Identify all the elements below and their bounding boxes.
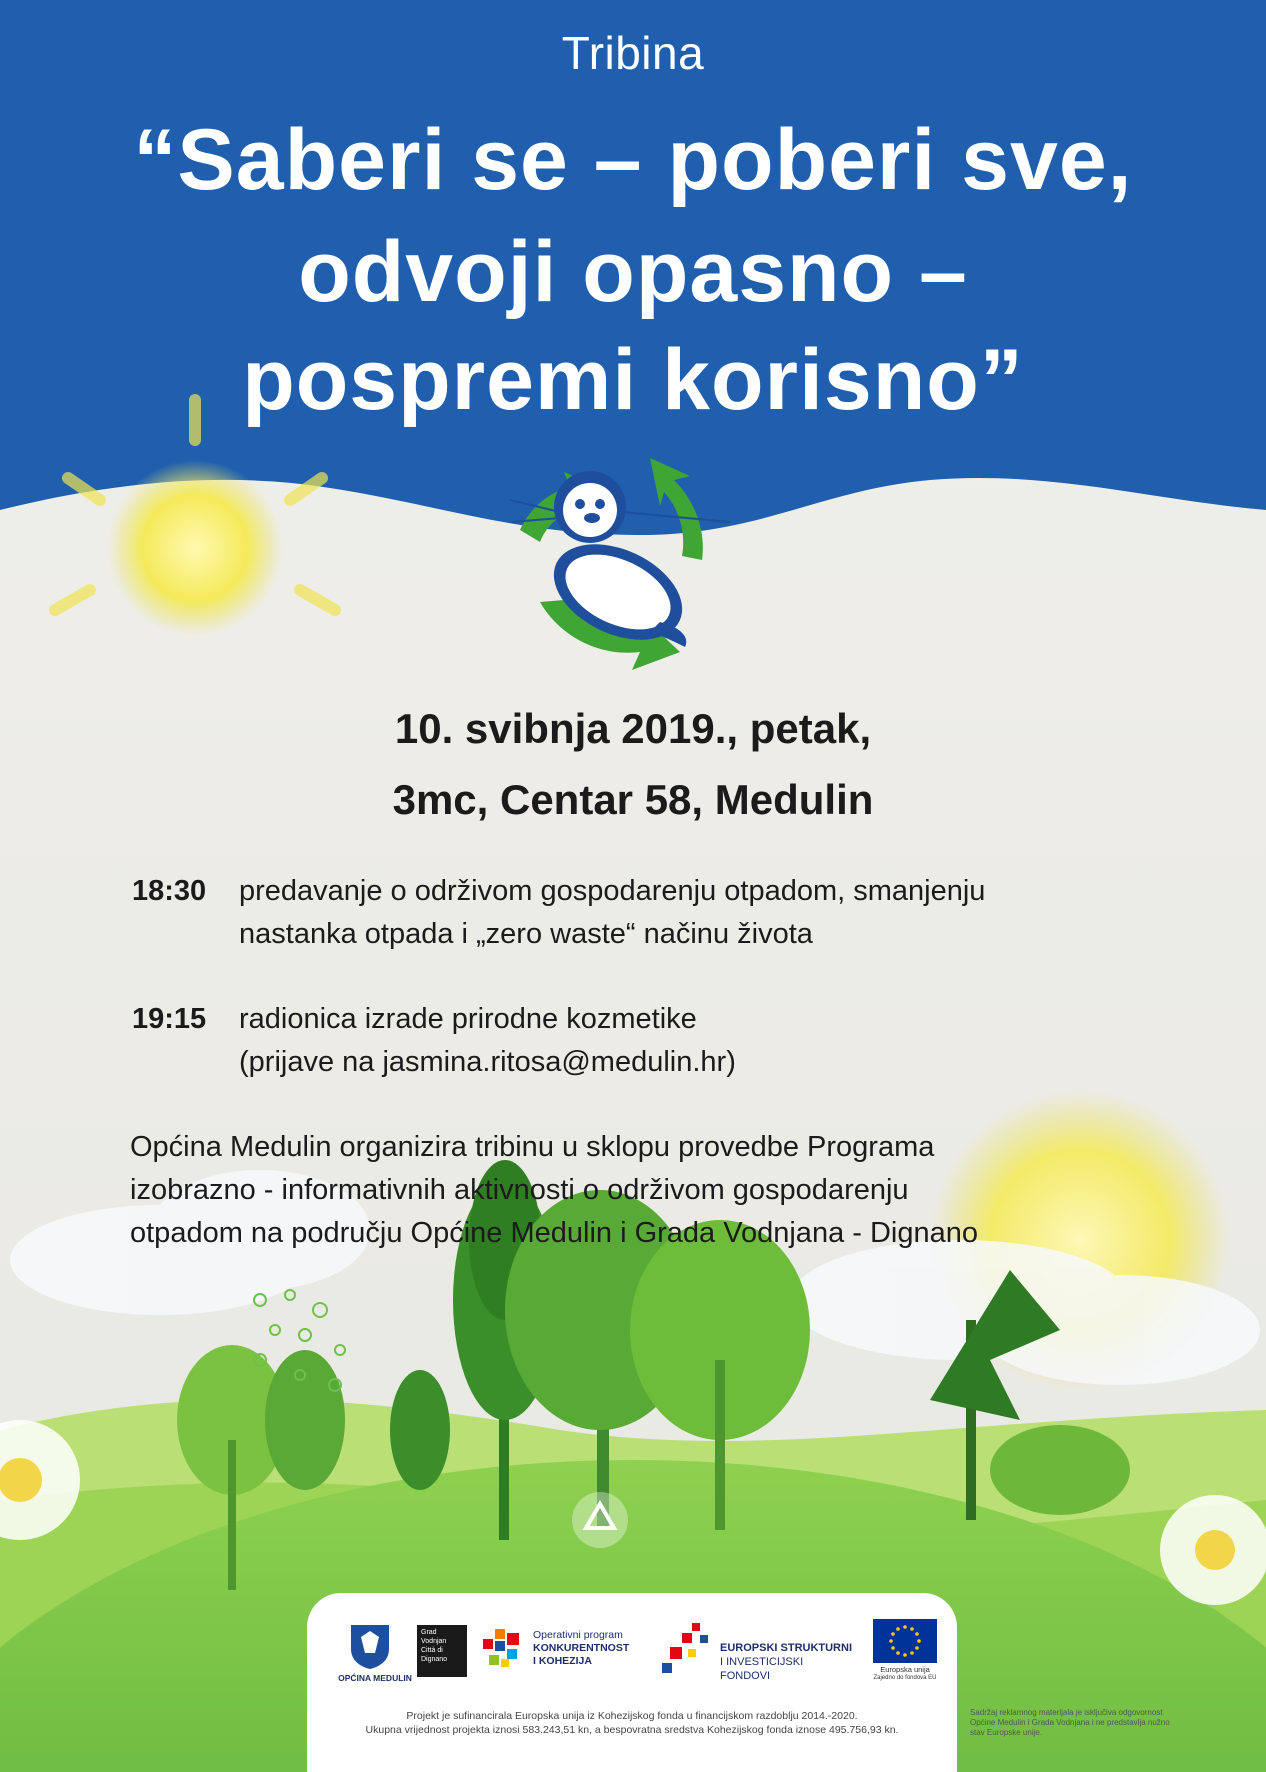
vodnjan-text: Vodnjan xyxy=(421,1638,447,1645)
schedule-line: nastanka otpada i „zero waste“ načinu života xyxy=(239,918,813,950)
schedule-description xyxy=(239,998,1159,1084)
esif-text: I INVESTICIJSKI FONDOVI xyxy=(720,1656,804,1682)
schedule-line: radionica izrade prirodne kozmetike xyxy=(239,1003,697,1035)
title-line-3: pospremi korisno” xyxy=(242,332,1024,428)
event-date: 10. svibnja 2019., petak, xyxy=(394,705,872,752)
eu-text: Zajedno do fondova EU xyxy=(873,1675,937,1681)
title-line-1: “Saberi se – poberi sve, xyxy=(133,112,1133,208)
intro-line: otpadom na području Općine Medulin i Grada Vodnjana - Dignano xyxy=(130,1217,978,1249)
intro-paragraph xyxy=(130,1126,1150,1255)
esif-logo xyxy=(662,1621,852,1683)
medulin-logo-text: OPĆINA MEDULIN xyxy=(338,1673,412,1683)
intro-line: izobrazno - informativnih aktivnosti o održivom gospodarenju xyxy=(130,1174,909,1206)
schedule-line: (prijave na jasmina.ritosa@medulin.hr) xyxy=(239,1046,736,1078)
medulin-logo xyxy=(325,1623,415,1693)
disclaimer-note: Sadržaj reklamnog materijala je isključiva odgovornost Općine Medulin i Grada Vodnjana i ne predstavlja nužno stav Europske unije. xyxy=(970,1708,1170,1737)
schedule-time: 18:30 xyxy=(132,875,207,907)
logo-panel xyxy=(307,1593,957,1772)
operativni-program-logo xyxy=(483,1627,643,1682)
eu-flag-icon xyxy=(873,1619,937,1663)
mosaic-squares-icon xyxy=(483,1629,525,1671)
seal-icon xyxy=(510,471,730,659)
schedule-time: 19:15 xyxy=(132,1003,207,1035)
vodnjan-text: Città di xyxy=(421,1647,443,1654)
eu-text: Europska unija xyxy=(880,1665,930,1674)
funding-line: Projekt je sufinancirala Europska unija iz Kohezijskog fonda u financijskom razdoblju 2014.-2020. xyxy=(406,1710,858,1722)
recycle-mark xyxy=(572,1492,628,1548)
operativni-text: KONKURENTNOST xyxy=(533,1642,630,1654)
event-venue: 3mc, Centar 58, Medulin xyxy=(392,776,874,823)
vodnjan-logo xyxy=(417,1625,467,1677)
recycling-seal-emblem xyxy=(500,452,760,682)
operativni-text: Operativni program xyxy=(533,1629,623,1641)
operativni-text: I KOHEZIJA xyxy=(533,1655,592,1667)
esif-text: EUROPSKI STRUKTURNI xyxy=(720,1642,853,1654)
vodnjan-text: Dignano xyxy=(421,1656,448,1663)
eu-logo xyxy=(869,1619,941,1687)
event-kicker: Tribina xyxy=(561,27,705,79)
schedule-line: predavanje o održivom gospodarenju otpadom, smanjenju xyxy=(239,875,986,907)
schedule-description xyxy=(239,870,1159,956)
title-line-2: odvoji opasno – xyxy=(298,224,968,320)
esif-squares-icon xyxy=(662,1623,720,1675)
vodnjan-text: Grad xyxy=(421,1629,437,1636)
funding-line: Ukupna vrijednost projekta iznosi 583.243,51 kn, a bespovratna sredstva Kohezijskog fonda iznose 495.756,93 kn. xyxy=(365,1724,899,1736)
funding-note xyxy=(307,1709,957,1737)
medulin-crest-icon xyxy=(347,1623,393,1669)
intro-line: Općina Medulin organizira tribinu u sklopu provedbe Programa xyxy=(130,1131,935,1163)
